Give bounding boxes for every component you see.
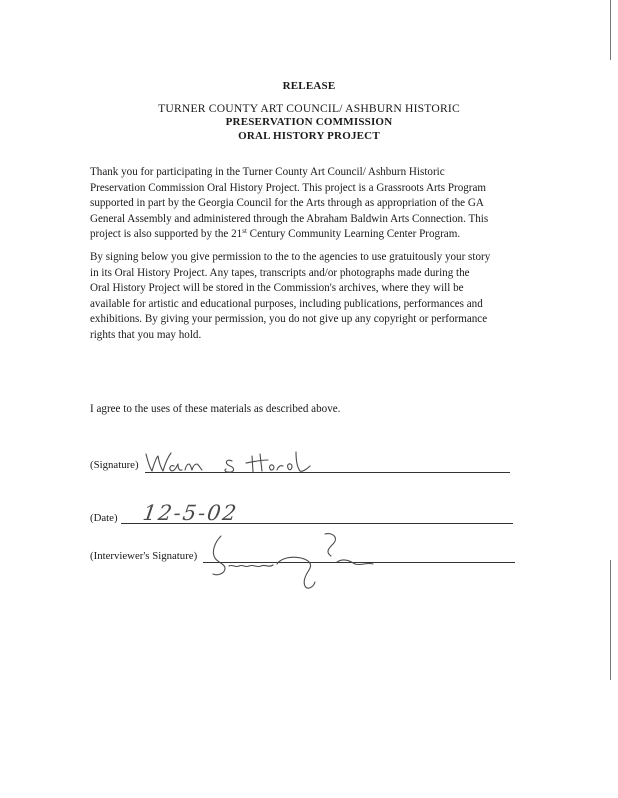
intro-line-text: project is also supported by the 21 bbox=[90, 228, 243, 241]
scan-edge-mark bbox=[610, 0, 611, 60]
signature-label: (Signature) bbox=[90, 459, 139, 471]
intro-line: Thank you for participating in the Turner County Art Council/ Ashburn Historic bbox=[90, 166, 445, 178]
release-heading: RELEASE bbox=[282, 80, 336, 92]
interviewer-handwritten-signature bbox=[205, 528, 385, 590]
permission-line: available for artistic and educational purposes, including publications, performances and bbox=[90, 297, 483, 310]
title-line-commission: PRESERVATION COMMISSION bbox=[225, 116, 393, 128]
ordinal-suffix: st bbox=[242, 227, 247, 236]
handwritten-date: 12-5-02 bbox=[141, 501, 240, 525]
permission-line: exhibitions. By giving your permission, you do not give up any copyright or performance bbox=[90, 313, 488, 326]
permission-paragraph bbox=[90, 250, 530, 344]
permission-line: Oral History Project will be stored in the Commission's archives, where they will be bbox=[90, 282, 464, 295]
permission-line: rights that you may hold. bbox=[90, 328, 202, 341]
title-line-organization: TURNER COUNTY ART COUNCIL/ ASHBURN HISTORIC bbox=[158, 102, 460, 115]
permission-line: in its Oral History Project. Any tapes, transcripts and/or photographs made during the bbox=[90, 266, 470, 279]
date-label: (Date) bbox=[90, 512, 118, 524]
intro-paragraph bbox=[90, 165, 530, 243]
agreement-statement: I agree to the uses of these materials as described above. bbox=[90, 403, 341, 415]
handwritten-signature bbox=[140, 448, 330, 478]
scan-edge-mark bbox=[610, 560, 611, 680]
intro-line: Preservation Commission Oral History Project. This project is a Grassroots Arts Program bbox=[90, 181, 487, 194]
interviewer-signature-label: (Interviewer's Signature) bbox=[90, 550, 198, 562]
intro-line: supported in part by the Georgia Council for the Arts through as appropriation of the GA bbox=[90, 197, 484, 210]
permission-line: By signing below you give permission to the to the agencies to use gratuitously your story bbox=[90, 251, 491, 263]
title-line-project: ORAL HISTORY PROJECT bbox=[238, 130, 380, 142]
intro-line bbox=[90, 227, 530, 243]
intro-line-text: Century Community Learning Center Program. bbox=[246, 228, 461, 241]
intro-line: General Assembly and administered through the Abraham Baldwin Arts Connection. This bbox=[90, 212, 489, 225]
